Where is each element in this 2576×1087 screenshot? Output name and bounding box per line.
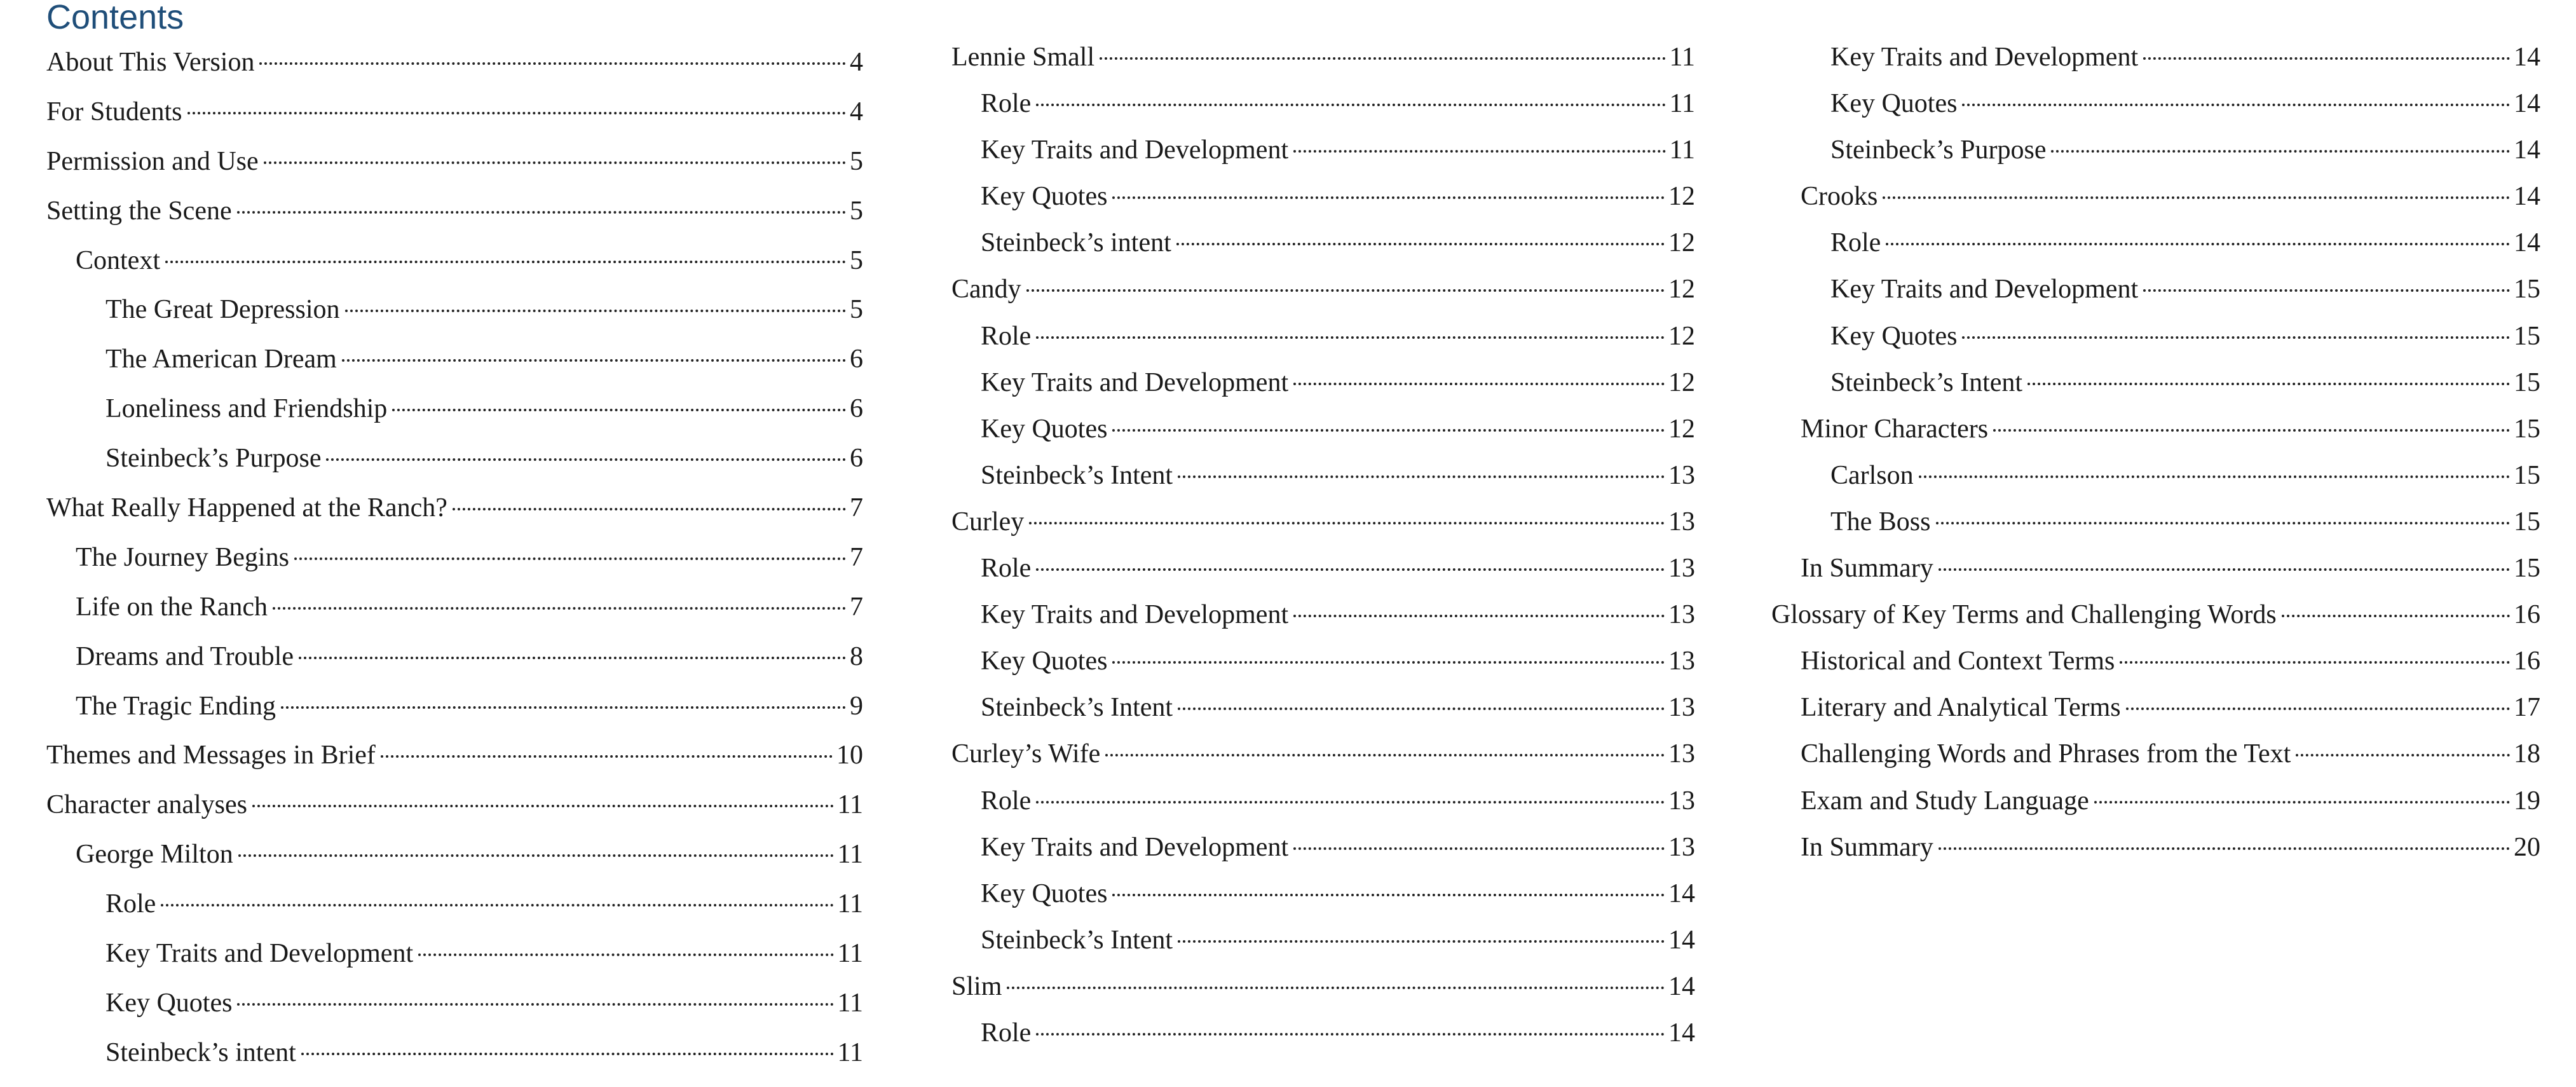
- toc-entry-title: Steinbeck’s Intent: [981, 693, 1173, 723]
- dot-leader: [1936, 522, 2511, 524]
- toc-page-number: 8: [850, 641, 863, 671]
- toc-entry-title: Lennie Small: [951, 43, 1095, 72]
- toc-page-number: 11: [1669, 135, 1695, 165]
- dot-leader: [1886, 243, 2510, 245]
- toc-page-number: 14: [2514, 135, 2540, 165]
- toc-entry[interactable]: [951, 824, 1695, 871]
- toc-page-number: 4: [850, 97, 863, 126]
- toc-entry[interactable]: [1771, 499, 2540, 545]
- toc-entry[interactable]: [46, 285, 863, 335]
- dot-leader: [1919, 475, 2510, 478]
- toc-entry[interactable]: [46, 137, 863, 187]
- toc-page-number: 11: [837, 939, 863, 969]
- toc-entry[interactable]: [1771, 685, 2540, 731]
- toc-entry[interactable]: [951, 127, 1695, 174]
- toc-entry[interactable]: [46, 335, 863, 385]
- dot-leader: [237, 211, 846, 214]
- toc-page-number: 19: [2514, 786, 2540, 816]
- toc-page-number: 14: [1668, 1018, 1695, 1048]
- toc-entry-title: Carlson: [1830, 460, 1914, 490]
- toc-entry[interactable]: [46, 187, 863, 236]
- dot-leader: [453, 508, 846, 510]
- toc-entry[interactable]: [1771, 127, 2540, 174]
- dot-leader: [1939, 847, 2510, 850]
- toc-page-number: 5: [850, 196, 863, 226]
- toc-entry-title: The Tragic Ending: [76, 691, 276, 721]
- toc-page-number: 15: [2514, 321, 2540, 351]
- toc-column-3: [1771, 34, 2540, 871]
- toc-entry-title: Permission and Use: [46, 146, 259, 176]
- toc-entry-title: Role: [981, 89, 1032, 119]
- dot-leader: [1112, 196, 1665, 199]
- dot-leader: [1939, 568, 2510, 571]
- toc-entry[interactable]: [46, 434, 863, 484]
- toc-entry-title: Role: [981, 1018, 1032, 1048]
- dot-leader: [238, 854, 834, 857]
- toc-entry-title: Steinbeck’s Intent: [981, 925, 1173, 955]
- toc-page-number: 15: [2514, 554, 2540, 584]
- toc-entry[interactable]: [951, 34, 1695, 81]
- toc-entry[interactable]: [951, 964, 1695, 1010]
- toc-entry[interactable]: [951, 685, 1695, 731]
- dot-leader: [281, 706, 846, 709]
- toc-page-number: 7: [850, 493, 863, 523]
- toc-entry[interactable]: [1771, 34, 2540, 81]
- toc-entry[interactable]: [951, 220, 1695, 266]
- dot-leader: [1036, 1033, 1665, 1036]
- toc-entry-title: Key Traits and Development: [1830, 275, 2139, 304]
- toc-entry[interactable]: [951, 731, 1695, 777]
- toc-entry-title: Steinbeck’s Purpose: [1830, 135, 2047, 165]
- toc-entry-title: Role: [981, 554, 1032, 584]
- dot-leader: [1176, 243, 1665, 245]
- toc-page-number: 10: [836, 741, 863, 770]
- toc-entry[interactable]: [951, 453, 1695, 499]
- toc-entry[interactable]: [1771, 220, 2540, 266]
- toc-page-number: 13: [1668, 832, 1695, 862]
- toc-page-number: 5: [850, 295, 863, 325]
- toc-entry[interactable]: [1771, 313, 2540, 360]
- toc-entry[interactable]: [1771, 545, 2540, 592]
- dot-leader: [2094, 801, 2510, 803]
- toc-entry[interactable]: [1771, 174, 2540, 220]
- toc-entry-title: The Journey Begins: [76, 542, 289, 572]
- dot-leader: [237, 1003, 833, 1006]
- dot-leader: [2282, 615, 2510, 617]
- toc-entry-title: George Milton: [76, 840, 233, 870]
- dot-leader: [1105, 754, 1665, 756]
- toc-entry-title: Key Quotes: [1830, 89, 1958, 119]
- toc-entry-title: Dreams and Trouble: [76, 641, 294, 671]
- toc-entry[interactable]: [1771, 266, 2540, 313]
- toc-entry-title: Character analyses: [46, 790, 248, 820]
- toc-page-number: 5: [850, 146, 863, 176]
- toc-entry-title: Literary and Analytical Terms: [1801, 693, 2121, 723]
- dot-leader: [1962, 336, 2510, 339]
- dot-leader: [342, 359, 846, 362]
- dot-leader: [273, 607, 846, 610]
- toc-entry-title: About This Version: [46, 48, 255, 77]
- dot-leader: [1293, 383, 1665, 385]
- toc-entry-title: Key Quotes: [1830, 321, 1958, 351]
- toc-page-number: 7: [850, 542, 863, 572]
- toc-page-number: 14: [1668, 878, 1695, 908]
- toc-page-number: 12: [1668, 275, 1695, 304]
- toc-page-number: 13: [1668, 507, 1695, 537]
- toc-entry-title: Key Traits and Development: [981, 367, 1289, 397]
- toc-entry-title: Themes and Messages in Brief: [46, 741, 376, 770]
- toc-entry-title: For Students: [46, 97, 182, 126]
- toc-page-number: 6: [850, 394, 863, 424]
- toc-entry[interactable]: [951, 266, 1695, 313]
- toc-entry[interactable]: [1771, 731, 2540, 777]
- toc-entry-title: Slim: [951, 971, 1002, 1001]
- toc-page-number: 7: [850, 592, 863, 622]
- toc-entry-title: The Boss: [1830, 507, 1931, 537]
- toc-entry-title: Role: [1830, 228, 1881, 258]
- toc-entry[interactable]: [46, 830, 863, 880]
- dot-leader: [1293, 615, 1665, 617]
- toc-entry[interactable]: [46, 781, 863, 830]
- toc-page-number: 12: [1668, 414, 1695, 444]
- toc-entry[interactable]: [951, 871, 1695, 917]
- toc-entry[interactable]: [46, 731, 863, 781]
- toc-page-number: 15: [2514, 460, 2540, 490]
- dot-leader: [1962, 104, 2510, 106]
- dot-leader: [2143, 57, 2510, 60]
- toc-entry-title: Steinbeck’s Intent: [1830, 367, 2023, 397]
- dot-leader: [1178, 475, 1665, 478]
- toc-page-number: 15: [2514, 367, 2540, 397]
- toc-entry[interactable]: [46, 385, 863, 434]
- toc-page-number: 11: [1669, 89, 1695, 119]
- toc-entry-title: Crooks: [1801, 182, 1878, 212]
- toc-entry[interactable]: [951, 174, 1695, 220]
- dot-leader: [1178, 940, 1665, 943]
- dot-leader: [294, 557, 846, 560]
- toc-page-number: 18: [2514, 739, 2540, 769]
- toc-entry-title: Steinbeck’s intent: [981, 228, 1171, 258]
- toc-entry[interactable]: [1771, 778, 2540, 824]
- toc-entry[interactable]: [46, 533, 863, 583]
- toc-entry-title: Key Traits and Development: [106, 939, 414, 969]
- toc-entry[interactable]: [1771, 81, 2540, 127]
- dot-leader: [161, 904, 833, 906]
- dot-leader: [1036, 801, 1665, 803]
- contents-heading: Contents: [46, 0, 184, 36]
- dot-leader: [1293, 150, 1665, 153]
- toc-entry[interactable]: [1771, 360, 2540, 406]
- toc-page-number: 14: [1668, 925, 1695, 955]
- dot-leader: [326, 458, 846, 461]
- toc-entry-title: The American Dream: [106, 345, 337, 374]
- toc-entry[interactable]: [1771, 592, 2540, 638]
- dot-leader: [381, 755, 833, 758]
- dot-leader: [2120, 661, 2510, 664]
- dot-leader: [301, 1053, 834, 1055]
- dot-leader: [2027, 383, 2510, 385]
- toc-entry-title: Key Quotes: [981, 414, 1108, 444]
- dot-leader: [1883, 196, 2510, 199]
- dot-leader: [2143, 289, 2510, 292]
- toc-entry[interactable]: [1771, 824, 2540, 871]
- toc-entry[interactable]: [951, 499, 1695, 545]
- toc-page-number: 13: [1668, 786, 1695, 816]
- toc-page-number: 11: [837, 889, 863, 919]
- toc-entry-title: Glossary of Key Terms and Challenging Words: [1771, 600, 2277, 630]
- toc-entry-title: Role: [981, 786, 1032, 816]
- toc-page-number: 12: [1668, 321, 1695, 351]
- toc-entry-title: Key Traits and Development: [981, 832, 1289, 862]
- toc-page-number: 14: [2514, 182, 2540, 212]
- toc-column-1: [46, 38, 863, 1078]
- dot-leader: [1993, 429, 2510, 432]
- toc-page-number: 6: [850, 444, 863, 474]
- toc-entry-title: Steinbeck’s Purpose: [106, 444, 322, 474]
- toc-column-2: [951, 34, 1695, 1056]
- toc-entry[interactable]: [951, 638, 1695, 685]
- toc-entry-title: Role: [981, 321, 1032, 351]
- toc-page-number: 14: [2514, 228, 2540, 258]
- toc-entry-title: Exam and Study Language: [1801, 786, 2089, 816]
- toc-entry[interactable]: [1771, 638, 2540, 685]
- toc-entry-title: Key Quotes: [106, 988, 233, 1018]
- toc-page-number: 11: [1669, 43, 1695, 72]
- toc-page-number: 16: [2514, 600, 2540, 630]
- toc-entry-title: Key Quotes: [981, 182, 1108, 212]
- toc-entry[interactable]: [951, 778, 1695, 824]
- toc-page-number: 20: [2514, 832, 2540, 862]
- dot-leader: [1036, 104, 1665, 106]
- toc-entry-title: Key Traits and Development: [981, 135, 1289, 165]
- dot-leader: [392, 409, 846, 411]
- dot-leader: [1029, 522, 1665, 524]
- toc-page-number: 15: [2514, 414, 2540, 444]
- dot-leader: [1112, 894, 1665, 896]
- toc-entry[interactable]: [46, 484, 863, 533]
- toc-entry-title: Historical and Context Terms: [1801, 646, 2115, 676]
- dot-leader: [1036, 336, 1665, 339]
- toc-page-number: 13: [1668, 554, 1695, 584]
- toc-entry-title: Context: [76, 245, 160, 275]
- toc-entry[interactable]: [951, 406, 1695, 453]
- toc-entry-title: Key Traits and Development: [981, 600, 1289, 630]
- toc-entry-title: Loneliness and Friendship: [106, 394, 388, 424]
- toc-entry-title: In Summary: [1801, 832, 1933, 862]
- toc-page-number: 6: [850, 345, 863, 374]
- toc-entry-title: Curley’s Wife: [951, 739, 1101, 769]
- toc-entry[interactable]: [1771, 406, 2540, 453]
- toc-entry[interactable]: [951, 917, 1695, 964]
- toc-page-number: 4: [850, 48, 863, 77]
- toc-entry-title: Minor Characters: [1801, 414, 1989, 444]
- toc-entry[interactable]: [46, 583, 863, 632]
- toc-entry-title: Role: [106, 889, 156, 919]
- toc-entry-title: What Really Happened at the Ranch?: [46, 493, 447, 523]
- toc-entry[interactable]: [951, 360, 1695, 406]
- toc-entry-title: Challenging Words and Phrases from the Text: [1801, 739, 2291, 769]
- toc-page-number: 11: [837, 1037, 863, 1067]
- dot-leader: [1112, 661, 1665, 664]
- toc-page-number: 17: [2514, 693, 2540, 723]
- toc-entry[interactable]: [951, 1010, 1695, 1056]
- toc-page-number: 13: [1668, 739, 1695, 769]
- toc-entry-title: The Great Depression: [106, 295, 340, 325]
- dot-leader: [1007, 987, 1665, 989]
- toc-entry-title: Life on the Ranch: [76, 592, 268, 622]
- dot-leader: [259, 62, 846, 65]
- dot-leader: [165, 261, 846, 263]
- toc-entry-title: Steinbeck’s Intent: [981, 460, 1173, 490]
- toc-entry[interactable]: [951, 592, 1695, 638]
- dot-leader: [1112, 429, 1665, 432]
- toc-page-number: 14: [2514, 89, 2540, 119]
- toc-entry-title: Setting the Scene: [46, 196, 232, 226]
- toc-entry[interactable]: [46, 979, 863, 1029]
- toc-entry-title: Curley: [951, 507, 1025, 537]
- toc-page-number: 12: [1668, 228, 1695, 258]
- dot-leader: [1026, 289, 1665, 292]
- toc-page-number: 13: [1668, 460, 1695, 490]
- dot-leader: [2126, 708, 2510, 710]
- toc-entry[interactable]: [46, 682, 863, 732]
- toc-page-number: 11: [837, 988, 863, 1018]
- dot-leader: [1293, 847, 1665, 850]
- toc-page-number: 15: [2514, 275, 2540, 304]
- dot-leader: [1178, 708, 1665, 710]
- toc-entry-title: In Summary: [1801, 554, 1933, 584]
- toc-entry[interactable]: [1771, 453, 2540, 499]
- toc-page-number: 11: [837, 790, 863, 820]
- dot-leader: [187, 112, 846, 114]
- toc-entry[interactable]: [46, 38, 863, 88]
- toc-page-number: 16: [2514, 646, 2540, 676]
- toc-entry[interactable]: [46, 632, 863, 682]
- toc-page-number: 12: [1668, 367, 1695, 397]
- toc-entry[interactable]: [46, 236, 863, 286]
- toc-page-number: 5: [850, 245, 863, 275]
- toc-entry[interactable]: [46, 929, 863, 979]
- dot-leader: [1100, 57, 1665, 60]
- toc-entry-title: Steinbeck’s intent: [106, 1037, 296, 1067]
- toc-entry[interactable]: [951, 545, 1695, 592]
- dot-leader: [299, 657, 846, 659]
- toc-page-number: 9: [850, 691, 863, 721]
- toc-page-number: 11: [837, 840, 863, 870]
- toc-entry-title: Key Quotes: [981, 878, 1108, 908]
- toc-page-number: 14: [1668, 971, 1695, 1001]
- dot-leader: [264, 161, 846, 164]
- dot-leader: [345, 310, 846, 312]
- toc-entry-title: Candy: [951, 275, 1021, 304]
- toc-page-number: 13: [1668, 646, 1695, 676]
- toc-entry-title: Key Quotes: [981, 646, 1108, 676]
- toc-page-number: 15: [2514, 507, 2540, 537]
- dot-leader: [2051, 150, 2510, 153]
- dot-leader: [252, 805, 834, 807]
- toc-entry[interactable]: [951, 313, 1695, 360]
- toc-entry[interactable]: [46, 88, 863, 137]
- dot-leader: [1036, 568, 1665, 571]
- toc-page-number: 13: [1668, 600, 1695, 630]
- toc-entry[interactable]: [951, 81, 1695, 127]
- dot-leader: [2296, 754, 2510, 756]
- toc-entry[interactable]: [46, 1029, 863, 1078]
- toc-page-number: 12: [1668, 182, 1695, 212]
- toc-entry-title: Key Traits and Development: [1830, 43, 2139, 72]
- toc-entry[interactable]: [46, 880, 863, 929]
- dot-leader: [418, 954, 833, 956]
- toc-page-number: 14: [2514, 43, 2540, 72]
- toc-page-number: 13: [1668, 693, 1695, 723]
